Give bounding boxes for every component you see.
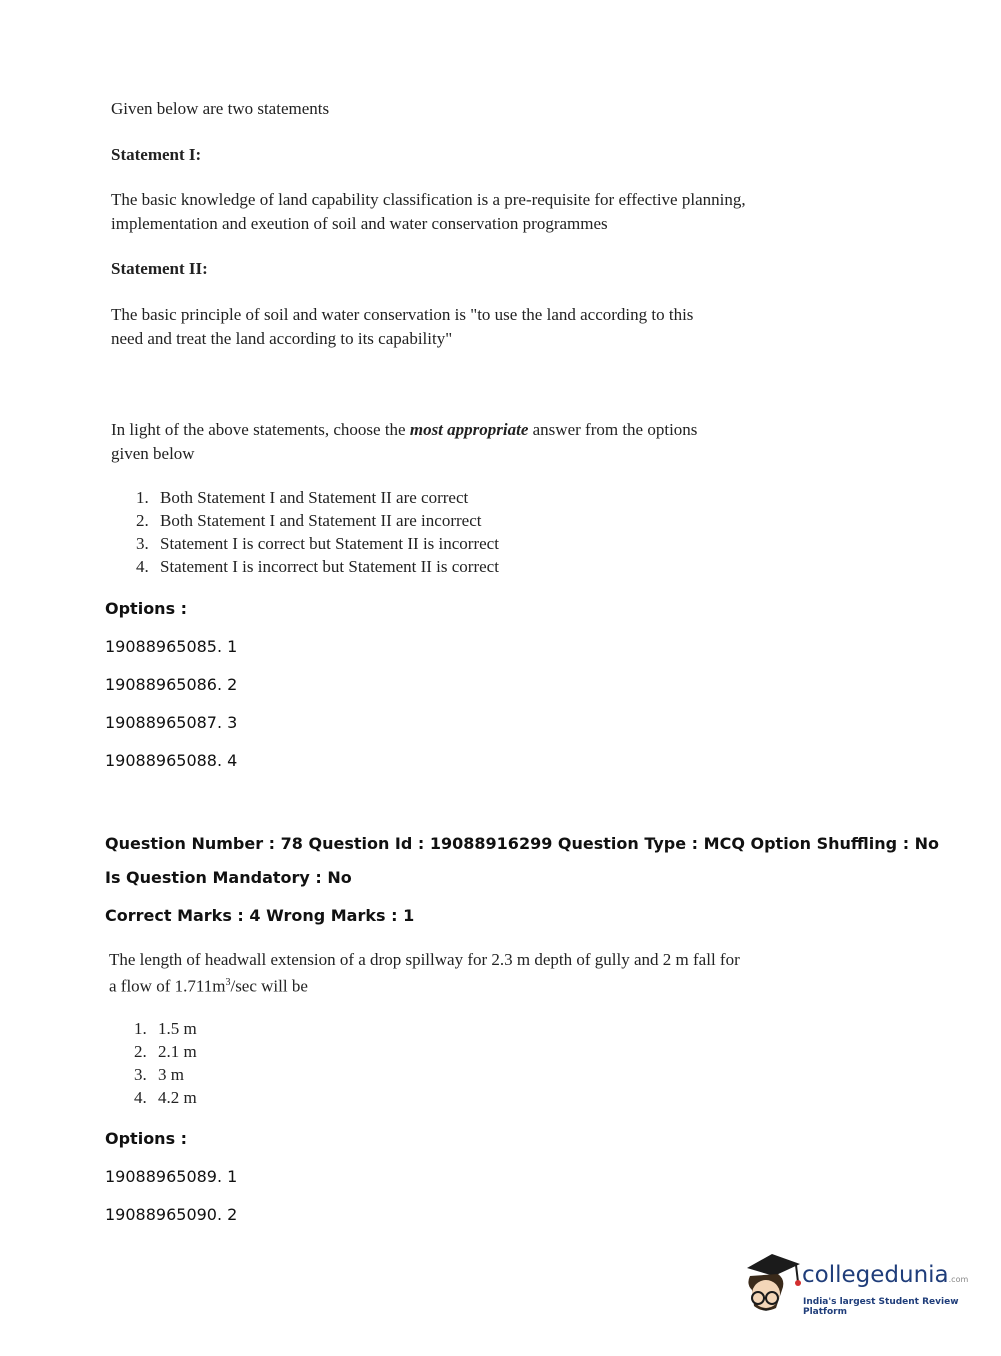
choice-item: 3. 3 m xyxy=(134,1065,184,1084)
q78-choice-list xyxy=(134,1017,197,1109)
q78-meta-line-3: Correct Marks : 4 Wrong Marks : 1 xyxy=(105,906,415,925)
choice-item: 2. Both Statement I and Statement II are incorrect xyxy=(136,511,482,530)
choice-item: 3. Statement I is correct but Statement II is incorrect xyxy=(136,534,499,553)
q77-choice-list xyxy=(136,486,499,578)
brand-name: collegedunia.com xyxy=(802,1262,969,1288)
option-id: 19088965087. 3 xyxy=(105,713,238,732)
q78-meta-line-2: Is Question Mandatory : No xyxy=(105,868,352,887)
q78-text-line-2: a flow of $1.711m^3/\sec$ will be xyxy=(109,976,308,996)
choice-item: 2. 2.1 m xyxy=(134,1042,197,1061)
statement-2-text: The basic principle of soil and water conservation is "to use the land according to this need and treat the land according to its capability" xyxy=(111,305,694,348)
option-id: 19088965086. 2 xyxy=(105,675,238,694)
q78-options-label: Options : xyxy=(105,1129,188,1148)
choice-item: 4. Statement I is incorrect but Statement II is correct xyxy=(136,557,499,576)
choice-item: 1. 1.5 m xyxy=(134,1019,197,1038)
statement-1-text: The basic knowledge of land capability classification is a pre-requisite for effective planning, implementation and exeution of soil and water conservation programmes xyxy=(111,190,746,233)
statement-1-title: Statement I: xyxy=(111,145,202,164)
choice-item: 4. 4.2 m xyxy=(134,1088,197,1107)
option-id: 19088965089. 1 xyxy=(105,1167,238,1186)
brand-suffix: .com xyxy=(948,1275,969,1284)
choice-item: 1. Both Statement I and Statement II are correct xyxy=(136,488,469,507)
brand-tagline: India's largest Student Review Platform xyxy=(803,1297,959,1317)
q77-intro: Given below are two statements xyxy=(111,99,330,118)
instruction-post: answer from the options given below xyxy=(111,420,698,463)
instruction-emphasis: most appropriate xyxy=(409,420,529,439)
mascot-icon xyxy=(742,1250,802,1318)
instruction-pre: In light of the above statements, choose the xyxy=(111,420,410,439)
option-id: 19088965085. 1 xyxy=(105,637,238,656)
statement-2-title: Statement II: xyxy=(111,259,208,278)
option-id: 19088965090. 2 xyxy=(105,1205,238,1224)
q77-instruction xyxy=(111,418,721,466)
option-id: 19088965088. 4 xyxy=(105,751,238,770)
q77-options-label: Options : xyxy=(105,599,188,618)
q78-meta-line-1: Question Number : 78 Question Id : 19088916299 Question Type : MCQ Option Shuffling : No xyxy=(105,834,940,853)
q78-text-line-1: The length of headwall extension of a drop spillway for 2.3 m depth of gully and 2 m fall for xyxy=(109,950,740,969)
